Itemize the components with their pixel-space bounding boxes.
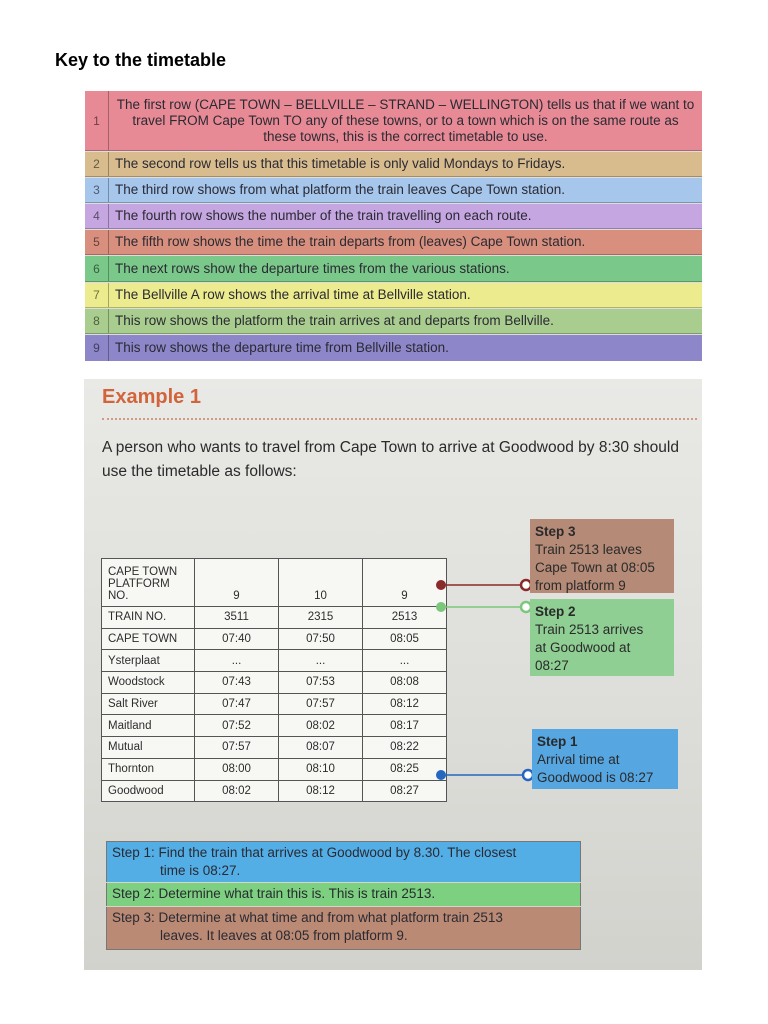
table-cell: 08:02	[195, 780, 279, 802]
key-row-text: The fourth row shows the number of the train travelling on each route.	[115, 208, 532, 223]
step2-connector	[436, 602, 531, 612]
table-cell: ...	[279, 650, 363, 672]
table-cell: 07:53	[279, 672, 363, 694]
summary-line: Step 1: Find the train that arrives at Goodwood by 8.30. The closest	[112, 845, 517, 860]
header-label-line2: PLATFORM NO.	[108, 578, 170, 602]
table-cell: ...	[363, 650, 447, 672]
key-row-number: 7	[85, 283, 109, 307]
step1-line: Goodwood is 08:27	[537, 770, 654, 785]
key-row	[85, 230, 702, 255]
table-cell: Ysterplaat	[102, 650, 195, 672]
example-card	[84, 379, 702, 970]
key-row-text: This row shows the platform the train arrives at and departs from Bellville.	[115, 313, 554, 328]
step2-title: Step 2	[535, 604, 576, 619]
table-cell: 2315	[279, 607, 363, 629]
step1-connector	[436, 770, 533, 780]
table-cell: Goodwood	[102, 780, 195, 802]
example-intro: A person who wants to travel from Cape Town to arrive at Goodwood by 8:30 should use the timetable as follows:	[102, 439, 679, 480]
table-cell: 07:47	[195, 693, 279, 715]
table-cell: 08:02	[279, 715, 363, 737]
key-row-text: The first row (CAPE TOWN – BELLVILLE – STRAND – WELLINGTON) tells us that if we want to travel FROM Cape Town TO any of these towns, or to a town which is on the same route as these towns, this is the correct timetable to use.	[116, 96, 695, 144]
key-row-number: 1	[85, 91, 109, 150]
summary-line: leaves. It leaves at 08:05 from platform 9.	[160, 928, 408, 943]
key-row	[85, 91, 702, 151]
table-cell: 08:12	[279, 780, 363, 802]
table-cell: 08:07	[279, 737, 363, 759]
table-cell: 07:57	[279, 693, 363, 715]
step1-callout	[532, 729, 678, 789]
key-row-text: The second row tells us that this timetable is only valid Mondays to Fridays.	[115, 156, 566, 171]
step3-callout	[530, 519, 674, 593]
table-cell: ...	[195, 650, 279, 672]
table-cell: 08:00	[195, 758, 279, 780]
table-cell: 08:10	[279, 758, 363, 780]
key-row	[85, 283, 702, 308]
table-cell: TRAIN NO.	[102, 607, 195, 629]
summary-step1	[106, 841, 581, 882]
table-cell: Thornton	[102, 758, 195, 780]
table-cell: 07:40	[195, 628, 279, 650]
table-cell: Woodstock	[102, 672, 195, 694]
step1-line: Arrival time at	[537, 752, 620, 767]
summary-line: Step 3: Determine at what time and from what platform train 2513	[112, 910, 503, 925]
summary-line: time is 08:27.	[160, 863, 241, 878]
step3-line: Cape Town at 08:05	[535, 560, 655, 575]
summary-step3	[106, 907, 581, 950]
key-row	[85, 178, 702, 203]
step3-title: Step 3	[535, 524, 576, 539]
key-row-text: The fifth row shows the time the train departs from (leaves) Cape Town station.	[115, 234, 586, 249]
key-row-text: The third row shows from what platform the train leaves Cape Town station.	[115, 182, 565, 197]
key-table	[85, 91, 702, 361]
table-cell: 07:52	[195, 715, 279, 737]
key-row-text: The next rows show the departure times from the various stations.	[115, 260, 510, 276]
table-cell: 08:05	[363, 628, 447, 650]
key-row-text: The Bellville A row shows the arrival time at Bellville station.	[115, 287, 471, 302]
table-cell: Salt River	[102, 693, 195, 715]
key-row-number: 9	[85, 335, 109, 361]
key-row-number: 8	[85, 309, 109, 333]
key-row-number: 3	[85, 178, 109, 202]
step3-connector	[436, 580, 531, 590]
step2-line: Train 2513 arrives	[535, 622, 644, 637]
table-cell: Mutual	[102, 737, 195, 759]
table-cell: Maitland	[102, 715, 195, 737]
key-row-text: This row shows the departure time from Bellville station.	[115, 340, 449, 355]
step2-line: at Goodwood at	[535, 640, 631, 655]
key-row	[85, 309, 702, 334]
table-cell: 07:57	[195, 737, 279, 759]
header-label-line1: CAPE TOWN	[108, 566, 178, 578]
table-cell: 9	[195, 559, 279, 607]
table-cell: 10	[279, 559, 363, 607]
table-cell: 9	[363, 559, 447, 607]
summary-step2	[106, 883, 581, 906]
table-cell: 07:43	[195, 672, 279, 694]
key-row	[85, 152, 702, 177]
step2-line: 08:27	[535, 658, 569, 673]
example-title: Example 1	[102, 386, 201, 408]
key-row-number: 5	[85, 230, 109, 254]
table-cell: 08:25	[363, 758, 447, 780]
key-row-number: 6	[85, 256, 109, 281]
table-cell: 3511	[195, 607, 279, 629]
table-cell: 07:50	[279, 628, 363, 650]
key-row-number: 4	[85, 204, 109, 228]
page-title: Key to the timetable	[55, 50, 227, 70]
table-cell: 08:27	[363, 780, 447, 802]
key-row	[85, 256, 702, 282]
table-cell: 2513	[363, 607, 447, 629]
table-cell: 08:22	[363, 737, 447, 759]
key-row-number: 2	[85, 152, 109, 176]
step1-title: Step 1	[537, 734, 578, 749]
table-cell: CAPE TOWN	[102, 628, 195, 650]
table-cell: 08:17	[363, 715, 447, 737]
key-row	[85, 335, 702, 361]
key-row	[85, 204, 702, 229]
table-cell: 08:08	[363, 672, 447, 694]
summary-line: Step 2: Determine what train this is. This is train 2513.	[112, 886, 436, 901]
step3-line: from platform 9	[535, 578, 626, 593]
step3-line: Train 2513 leaves	[535, 542, 642, 557]
table-cell: 08:12	[363, 693, 447, 715]
step2-callout	[530, 599, 674, 676]
